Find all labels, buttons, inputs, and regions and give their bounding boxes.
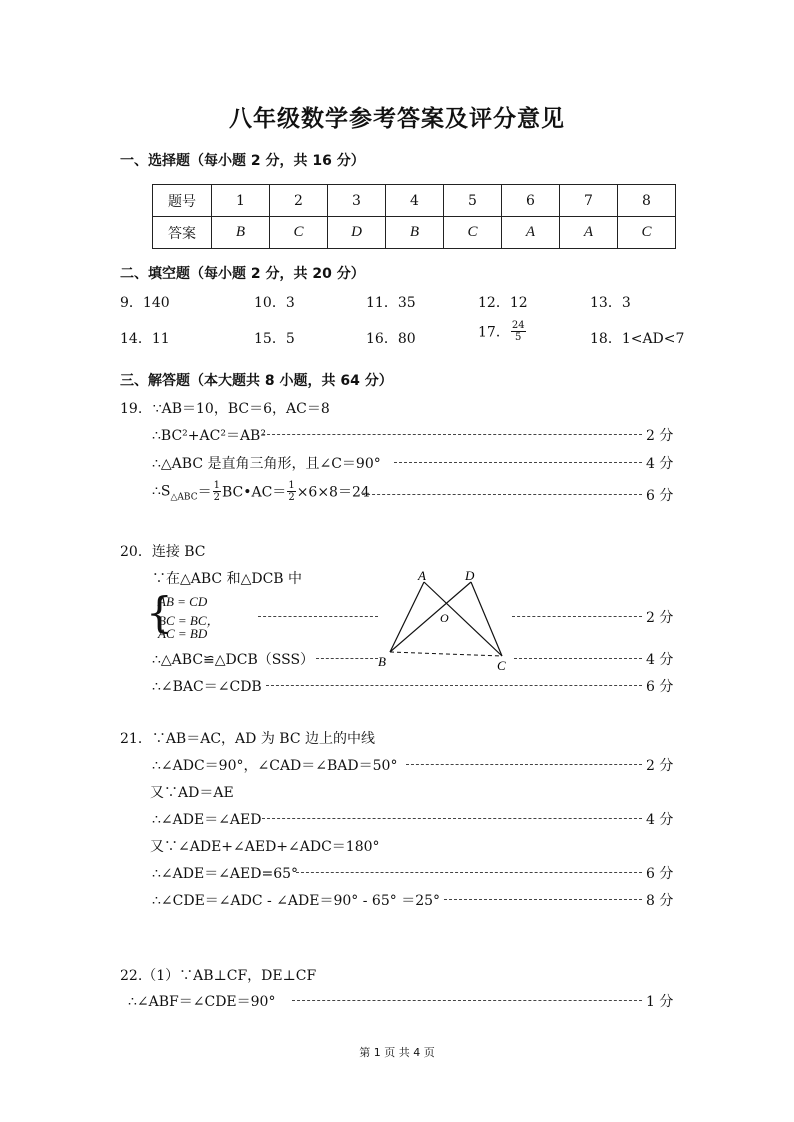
q21-line5: 又∵∠ADE+∠AED+∠ADC＝180°: [150, 839, 380, 855]
score-label: 4 分: [646, 652, 674, 668]
table-cell: 5: [444, 185, 502, 217]
q21-line1: 21．∵AB＝AC，AD 为 BC 边上的中线: [120, 731, 375, 747]
table-cell: B: [386, 217, 444, 249]
score-leader: [262, 818, 642, 819]
table-answer-label: 答案: [153, 217, 212, 249]
table-cell: A: [560, 217, 618, 249]
q19-line3: ∴△ABC 是直角三角形，且∠C＝90°: [152, 456, 381, 472]
fill-answer-17: [478, 320, 527, 343]
table-cell: 6: [502, 185, 560, 217]
segment-AC: [424, 582, 502, 656]
fill-answer: 11．35: [366, 295, 416, 311]
score-leader: [258, 616, 378, 617]
q19-line1: [120, 398, 330, 418]
score-leader: [262, 434, 642, 435]
fill-answer: 15．5: [254, 331, 295, 347]
fill-answer: 10．3: [254, 295, 295, 311]
q19-tail: ×6×8＝24: [296, 484, 370, 501]
score-leader: [292, 1000, 642, 1001]
q21-line4: ∴∠ADE＝∠AED: [152, 812, 262, 828]
q19-half-num-2: 1: [288, 480, 295, 491]
q19-half-den-2: 2: [288, 492, 295, 503]
answer-table: [152, 184, 676, 249]
score-label: 2 分: [646, 758, 674, 774]
q17-denominator: 5: [515, 332, 522, 343]
table-cell: D: [328, 217, 386, 249]
score-leader: [514, 658, 642, 659]
fill-answer: 14．11: [120, 331, 170, 347]
table-cell: A: [502, 217, 560, 249]
q17-fraction: [511, 320, 526, 343]
q19-half-fraction-2: [287, 480, 295, 503]
page-title: 八年级数学参考答案及评分意见: [229, 105, 565, 132]
table-header-label: 题号: [153, 185, 212, 217]
score-label: 2 分: [646, 610, 674, 626]
table-cell: 2: [270, 185, 328, 217]
fill-answer: 9．140: [120, 295, 170, 311]
q19-half-fraction: [213, 480, 221, 503]
section1-heading: 一、选择题（每小题 2 分，共 16 分）: [120, 153, 365, 169]
table-cell: 1: [212, 185, 270, 217]
table-cell: 4: [386, 185, 444, 217]
q19-given: ∵AB＝10，BC＝6，AC＝8: [152, 401, 330, 417]
score-label: 6 分: [646, 488, 674, 504]
q17-label: 17．: [478, 324, 510, 341]
table-row-numbers: [153, 185, 676, 217]
q22-line2: ∴∠ABF＝∠CDE＝90°: [128, 994, 276, 1010]
system-line2: BC = BC，: [158, 613, 220, 628]
q19-half-num: 1: [213, 480, 220, 491]
system-line3: AC = BD: [158, 626, 208, 641]
table-cell: 7: [560, 185, 618, 217]
table-cell: C: [618, 217, 676, 249]
q21-line3: 又∵AD＝AE: [150, 785, 234, 801]
label-B: B: [378, 654, 386, 669]
table-cell: 3: [328, 185, 386, 217]
q19-equals: ＝: [197, 484, 212, 501]
label-D: D: [465, 568, 475, 583]
q22-line1: 22.（1）∵AB⊥CF，DE⊥CF: [120, 968, 317, 984]
segment-BD: [390, 582, 471, 652]
q19-half-den: 2: [213, 492, 220, 503]
score-label: 4 分: [646, 812, 674, 828]
table-row-answers: [153, 217, 676, 249]
score-label: 1 分: [646, 994, 674, 1010]
table-cell: 8: [618, 185, 676, 217]
q19-line4: [152, 480, 370, 503]
table-cell: B: [212, 217, 270, 249]
fill-answer: 12．12: [478, 295, 528, 311]
page-footer: 第 1 页 共 4 页: [359, 1046, 435, 1059]
table-cell: C: [270, 217, 328, 249]
q19-area-subscript: △ABC: [170, 492, 198, 503]
section3-heading: 三、解答题（本大题共 8 小题，共 64 分）: [120, 373, 393, 389]
score-label: 2 分: [646, 428, 674, 444]
label-A: A: [418, 568, 426, 583]
label-O: O: [440, 611, 449, 625]
triangle-figure: [376, 566, 516, 674]
score-leader: [444, 899, 642, 900]
score-leader: [362, 494, 642, 495]
table-cell: C: [444, 217, 502, 249]
fill-answer: 13．3: [590, 295, 631, 311]
section2-heading: 二、填空题（每小题 2 分，共 20 分）: [120, 266, 365, 282]
q20-line5: ∴∠BAC＝∠CDB: [152, 679, 262, 695]
segment-DC: [471, 582, 502, 656]
q21-line6: ∴∠ADE＝∠AED=65°: [152, 866, 299, 882]
score-leader: [296, 872, 642, 873]
fill-answer: 18．1<AD<7: [590, 331, 685, 347]
segment-BA: [390, 582, 424, 652]
score-leader: [316, 658, 378, 659]
score-label: 4 分: [646, 456, 674, 472]
q19-mid: BC•AC＝: [221, 484, 287, 501]
system-line1: AB = CD: [158, 594, 208, 609]
score-leader: [266, 685, 642, 686]
score-label: 8 分: [646, 893, 674, 909]
q20-line4: ∴△ABC≌△DCB（SSS）: [152, 652, 315, 668]
q17-numerator: 24: [511, 320, 525, 331]
score-leader: [512, 616, 642, 617]
score-leader: [394, 462, 642, 463]
q19-area-prefix: ∴S: [152, 483, 171, 500]
score-label: 6 分: [646, 866, 674, 882]
q19-line2: ∴BC²+AC²＝AB²: [152, 428, 266, 444]
q19-number: 19.: [120, 401, 143, 417]
label-C: C: [497, 658, 506, 673]
q20-line2: ∵在△ABC 和△DCB 中: [152, 571, 303, 587]
fill-answer: 16．80: [366, 331, 416, 347]
segment-BC-dashed: [390, 652, 502, 656]
system-brace: {: [146, 588, 173, 637]
q20-line1: 20．连接 BC: [120, 544, 206, 560]
q21-line2: ∴∠ADC＝90°，∠CAD＝∠BAD＝50°: [152, 758, 398, 774]
score-leader: [406, 764, 642, 765]
q21-line7: ∴∠CDE＝∠ADC - ∠ADE＝90° - 65° ＝25°: [152, 893, 441, 909]
score-label: 6 分: [646, 679, 674, 695]
